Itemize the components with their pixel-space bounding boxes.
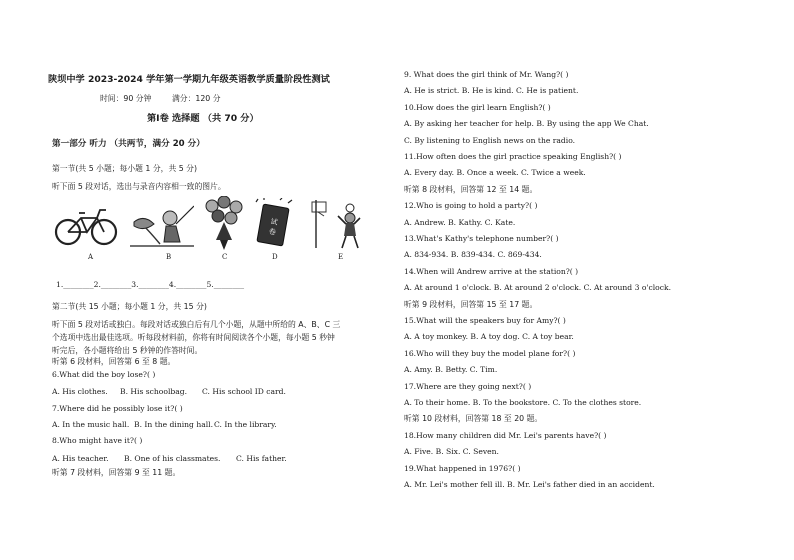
- material-note: 听第 8 段材料，回答第 12 至 14 题。: [404, 184, 538, 194]
- answer-options: A. Andrew. B. Kathy. C. Kate.: [404, 217, 516, 227]
- q7-option-a: A. In the music hall.: [52, 420, 130, 429]
- q7-option-c: C. In the library.: [214, 420, 277, 429]
- exam-score: 满分：120 分: [172, 94, 221, 103]
- q6-option-b: B. His schoolbag.: [120, 387, 188, 396]
- answer-options: A. At around 1 o'clock. B. At around 2 o'clock. C. At around 3 o'clock.: [404, 283, 671, 293]
- part1-title: 第一部分 听力 （共两节，满分 20 分）: [52, 139, 205, 149]
- material-note: 听第 9 段材料，回答第 15 至 17 题。: [404, 299, 538, 309]
- answer-options: A. To their home. B. To the bookstore. C. To the clothes store.: [404, 398, 642, 407]
- book-icon: [250, 198, 294, 250]
- answer-options: A. Mr. Lei's mother fell ill. B. Mr. Lei's father died in an accident.: [404, 480, 655, 489]
- picture-label-c: C: [222, 253, 228, 261]
- q6-option-a: A. His clothes.: [52, 387, 108, 396]
- answer-options: A. By asking her teacher for help. B. By using the app We Chat.: [404, 119, 649, 129]
- sec2-instruction-3: 听完后，各小题将给出 5 秒钟的作答时间。: [52, 346, 203, 355]
- picture-label-b: B: [166, 253, 172, 261]
- question-12: 12.Who is going to hold a party?( ): [404, 201, 538, 211]
- exam-title: 陕坝中学 2023-2024 学年第一学期九年级英语教学质量阶段性测试: [48, 74, 330, 85]
- answer-options: A. Every day. B. Once a week. C. Twice a week.: [404, 168, 586, 178]
- sec2-title: 第二节(共 15 小题；每小题 1 分，共 15 分): [52, 302, 207, 311]
- question-11: 11.How often does the girl practice speaking English?( ): [404, 152, 622, 161]
- answer-options: C. By listening to English news on the radio.: [404, 135, 576, 145]
- question-13: 13.What's Kathy's telephone number?( ): [404, 234, 559, 243]
- exam-time: 时间：90 分钟: [100, 94, 152, 103]
- basketball-icon: [310, 198, 368, 250]
- bicycle-icon: [54, 200, 120, 248]
- flowers-icon: [202, 196, 246, 250]
- question-10: 10.How does the girl learn English?( ): [404, 102, 551, 112]
- q6-option-c: C. His school ID card.: [202, 387, 286, 396]
- answer-options: A. Five. B. Six. C. Seven.: [404, 447, 499, 457]
- answer-options: A. He is strict. B. He is kind. C. He is patient.: [404, 86, 579, 96]
- svg-text:卷: 卷: [268, 227, 277, 237]
- question-16: 16.Who will they buy the model plane for?( ): [404, 348, 576, 358]
- picture-label-e: E: [338, 253, 344, 261]
- material-6-note: 听第 6 段材料，回答第 6 至 8 题。: [52, 357, 176, 366]
- question-8: 8.Who might have it?( ): [52, 436, 143, 445]
- svg-text:试: 试: [269, 217, 279, 227]
- answer-options: A. A toy monkey. B. A toy dog. C. A toy bear.: [404, 332, 574, 342]
- question-7: 7.Where did he possibly lose it?( ): [52, 404, 183, 413]
- sec2-instruction-2: 个选项中选出最佳选项。听每段材料前，你将有时间阅读各个小题，每小题 5 秒钟: [52, 333, 335, 342]
- answer-options: A. 834-934. B. 839-434. C. 869-434.: [404, 250, 542, 260]
- q7-option-b: B. In the dining hall.: [134, 420, 214, 429]
- question-6: 6.What did the boy lose?( ): [52, 370, 156, 379]
- section-title: 第Ⅰ卷 选择题 （共 70 分）: [147, 113, 259, 124]
- q8-option-c: C. His father.: [236, 454, 287, 463]
- sec2-instruction-1: 听下面 5 段对话或独白。每段对话或独白后有几个小题，从题中所给的 A、B、C 三: [52, 320, 341, 329]
- picture-label-a: A: [88, 253, 94, 261]
- sec1-instruction: 听下面 5 段对话，选出与录音内容相一致的图片。: [52, 182, 226, 191]
- material-note: 听第 10 段材料，回答第 18 至 20 题。: [404, 414, 543, 424]
- question-15: 15.What will the speakers buy for Amy?( ): [404, 316, 566, 325]
- question-19: 19.What happened in 1976?( ): [404, 463, 521, 473]
- question-18: 18.How many children did Mr. Lei's parents have?( ): [404, 430, 607, 440]
- question-17: 17.Where are they going next?( ): [404, 381, 532, 391]
- fishing-icon: [130, 202, 194, 248]
- sec1-title: 第一节(共 5 小题；每小题 1 分，共 5 分): [52, 164, 197, 173]
- answer-options: A. Amy. B. Betty. C. Tim.: [404, 365, 498, 375]
- q8-option-b: B. One of his classmates.: [124, 454, 221, 463]
- material-7-note: 听第 7 段材料，回答第 9 至 11 题。: [52, 468, 181, 477]
- question-14: 14.When will Andrew arrive at the station?( ): [404, 266, 579, 276]
- q8-option-a: A. His teacher.: [52, 454, 109, 463]
- answer-blanks: 1.________2.________3.________4.________5.________: [56, 280, 245, 289]
- picture-label-d: D: [272, 253, 278, 261]
- question-9: 9. What does the girl think of Mr. Wang?( ): [404, 70, 569, 79]
